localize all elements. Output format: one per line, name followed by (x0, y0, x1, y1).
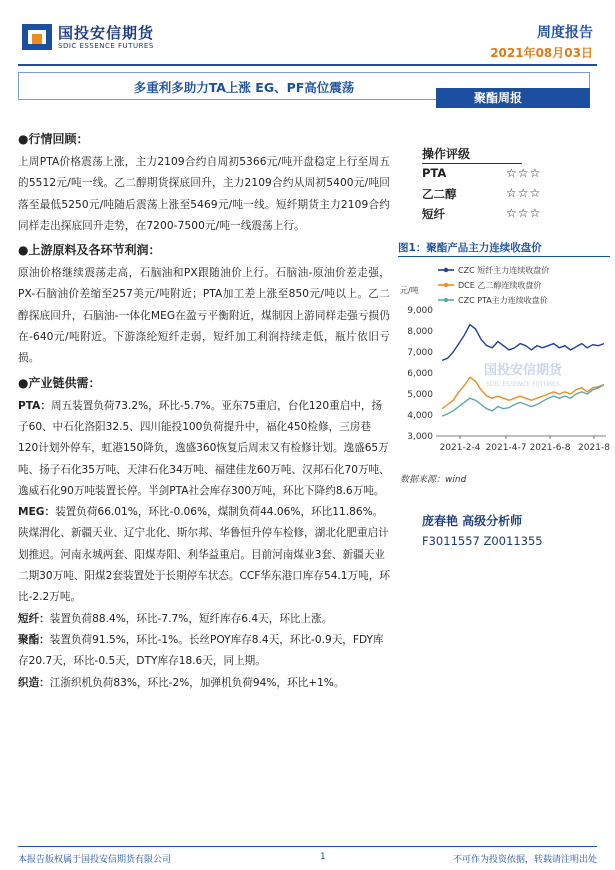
pf-paragraph (18, 609, 390, 630)
weave-paragraph (18, 673, 390, 694)
legend-label: DCE 乙二醇连续收盘价 (458, 281, 542, 290)
rating-row-pta (422, 166, 592, 180)
market-review-heading: ●行情回顾： (18, 132, 89, 146)
meg-body: 装置负荷66.01%，环比-0.06%，煤制负荷44.06%，环比11.86%。陕煤渭化、新疆天业、辽宁北化、斯尔邦、华鲁恒升停车检修，湖北化肥重启计划推迟。河南永城两套、阳煤寿阳、利华益重启。目前河南煤业3套、新疆天业二期30万吨、阳煤2套装置处于长期停车状态。CCF华东港口库存54.1万吨，环比-2.2万吨。 (18, 506, 390, 604)
chart-watermark-en: SDIC ESSENCE FUTURES (486, 381, 560, 388)
figure-title: 图1：聚酯产品主力连续收盘价 (398, 242, 542, 254)
figure-divider (398, 256, 610, 257)
y-tick-label: 9,000 (407, 306, 433, 316)
logo-text-en: SDIC ESSENCE FUTURES (58, 42, 154, 50)
series-line (442, 385, 604, 417)
rating-stars: ☆☆☆ (506, 186, 542, 200)
price-chart (398, 258, 610, 468)
report-date: 2021年08月03日 (490, 46, 593, 60)
weave-body: 江浙织机负荷83%，环比-2%，加弹机负荷94%，环比+1%。 (49, 676, 345, 689)
y-axis-label: 元/吨 (400, 286, 419, 295)
footer-disclaimer: 不可作为投资依据，转载请注明出处 (452, 855, 597, 865)
y-tick-label: 3,000 (407, 432, 433, 442)
header-divider (18, 64, 597, 66)
y-tick-label: 8,000 (407, 327, 433, 337)
page-number: 1 (320, 852, 326, 862)
analyst-ids: F3011557 Z0011355 (422, 534, 543, 548)
rating-name: PTA (422, 166, 447, 180)
report-type: 周度报告 (537, 25, 593, 41)
x-tick-label: 2021-4-7 (485, 443, 527, 453)
analyst-name: 庞春艳 高级分析师 (422, 514, 523, 528)
footer-copyright: 本报告版权属于国投安信期货有限公司 (18, 855, 172, 865)
rating-stars: ☆☆☆ (506, 206, 542, 220)
y-tick-label: 7,000 (407, 348, 433, 358)
series-line (442, 325, 604, 361)
industry-heading: ●产业链供需： (18, 375, 101, 390)
company-logo (22, 20, 182, 60)
footer-divider (18, 846, 597, 847)
logo-text-cn: 国投安信期货 (58, 24, 155, 42)
chart-watermark: 国投安信期货 (483, 363, 563, 378)
pf-label: 短纤： (18, 612, 50, 625)
y-tick-label: 5,000 (407, 390, 433, 400)
weave-label: 织造： (18, 676, 50, 689)
logo-mark-icon (22, 24, 52, 50)
legend-marker (444, 268, 448, 272)
legend-marker (444, 283, 448, 287)
figure-source: 数据来源：wind (400, 475, 467, 485)
rating-stars: ☆☆☆ (506, 166, 542, 180)
rating-name: 乙二醇 (422, 187, 457, 201)
upstream-body: 原油价格继续震荡走高，石脑油和PX跟随油价上行。石脑油-原油价差走强，PX-石脑油价差缩至257美元/吨附近；PTA加工差上涨至850元/吨以上。乙二醇探底回升，石脑油-一体化MEG在盈亏平衡附近，煤制因上游同样走强亏损仍在-640元/吨附近。下游涤纶短纤走弱，短纤加工利润持续走低，瓶片依旧亏损。 (18, 267, 390, 365)
pta-label: PTA： (18, 399, 51, 412)
rating-row-pf (422, 206, 592, 222)
market-review-body: 上周PTA价格震荡上涨，主力2109合约自周初5366元/吨开盘稳定上行至周五的5512元/吨一线。乙二醇期货探底回升，主力2109合约从周初5400元/吨回落至最低5250元/吨随后震荡上涨至5469元/吨一线。短纤期货主力2109合约同样走出探底回升走势，在7200-7500元/吨一线震荡上行。 (18, 156, 390, 232)
poly-label: 聚酯： (18, 633, 50, 646)
x-tick-label: 2021-8 (578, 443, 610, 453)
rating-divider (422, 163, 522, 164)
legend-label: CZC PTA主力连续收盘价 (458, 296, 548, 305)
meg-label: MEG： (18, 506, 56, 519)
x-tick-label: 2021-6-8 (529, 443, 571, 453)
rating-row-meg (422, 186, 592, 202)
y-tick-label: 4,000 (407, 411, 433, 421)
rating-heading: 操作评级 (422, 147, 471, 161)
pta-paragraph (18, 396, 390, 502)
page-title: 多重利多助力TA上涨 EG、PF高位震荡 (133, 80, 355, 95)
main-column (18, 130, 390, 694)
legend-label: CZC 短纤主力连续收盘价 (458, 266, 550, 275)
poly-body: 装置负荷91.5%，环比-1%。长丝POY库存8.4天，环比-0.9天，FDY库存20.7天，环比-0.5天，DTY库存18.6天，同上期。 (18, 633, 384, 668)
poly-paragraph (18, 630, 390, 673)
pf-body: 装置负荷88.4%，环比-7.7%，短纤库存6.4天，环比上涨。 (49, 612, 333, 625)
report-tag: 聚酯周报 (436, 88, 590, 108)
pta-body: 周五装置负荷73.2%，环比-5.7%。亚东75重启，台化120重启中，扬子60、中石化洛阳32.5、四川能投100负荷提升中，福化450检修，三房巷120计划外停车，虹港150降负，逸盛360恢复后周末又有检修计划。逸盛65万吨、扬子石化35万吨、天津石化34万吨、福建佳龙60万吨、汉邦石化70万吨、逸威石化90万吨装置长停。半剑PTA社会库存300万吨，环比下降约8.6万吨。 (18, 399, 390, 497)
legend-marker (444, 298, 448, 302)
x-tick-label: 2021-2-4 (439, 443, 481, 453)
meg-paragraph (18, 502, 390, 608)
upstream-heading: ●上游原料及各环节利润： (18, 243, 161, 258)
rating-name: 短纤 (422, 207, 445, 221)
y-tick-label: 6,000 (407, 369, 433, 379)
